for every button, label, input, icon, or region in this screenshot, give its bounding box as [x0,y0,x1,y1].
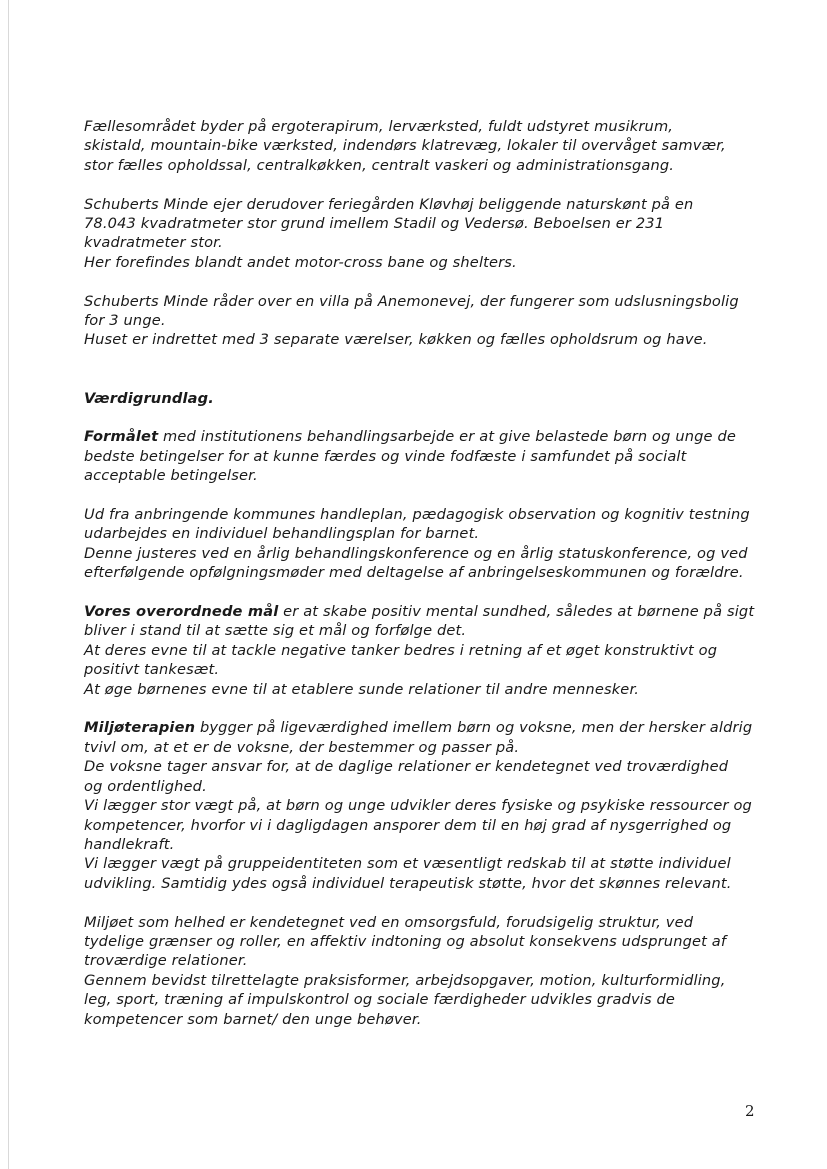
paragraph-holiday-farm [84,195,774,273]
text-line: Miljøet som helhed er kendetegnet ved en omsorgsfuld, forudsigelig struktur, ved [84,913,694,931]
text-line: kompetencer, hvorfor vi i dagligdagen ansporer dem til en høj grad af nysgerrighed og [84,816,732,834]
scan-edge-line [8,0,9,1169]
text-line [84,718,774,737]
paragraph-action-plan [84,505,774,583]
text-line: troværdige relationer. [84,952,248,970]
text-line: Her forefindes blandt andet motor-cross bane og shelters. [84,253,517,271]
text-line: og ordentlighed. [84,777,207,795]
text-line: At øge børnenes evne til at etablere sunde relationer til andre mennesker. [84,680,640,698]
text-line: efterfølgende opfølgningsmøder med deltagelse af anbringelseskommunen og forældre. [84,564,744,582]
text-fragment: med institutionens behandlingsarbejde er at give belastede børn og unge de [158,428,737,446]
text-line: bliver i stand til at sætte sig et mål og forfølge det. [84,622,467,640]
text-line [84,427,774,446]
paragraph-purpose [84,427,774,485]
bold-lead: Formålet [84,428,159,446]
text-line: tydelige grænser og roller, en affektiv indtoning og absolut konsekvens udsprunget af [84,932,727,950]
text-line: Fællesområdet byder på ergoterapirum, lerværksted, fuldt udstyret musikrum, [84,118,674,135]
text-line: Gennem bevidst tilrettelagte praksisformer, arbejdsopgaver, motion, kulturformidling, [84,971,726,989]
text-line [84,602,774,621]
text-line: for 3 unge. [84,312,166,330]
text-line: stor fælles opholdssal, centralkøkken, centralt vaskeri og administrationsgang. [84,156,675,174]
bold-lead: Vores overordnede mål [84,603,279,621]
text-line: kompetencer som barnet/ den unge behøver. [84,1010,422,1028]
text-line: Huset er indrettet med 3 separate værelser, køkken og fælles opholdsrum og have. [84,331,708,349]
document-body [84,117,774,1048]
paragraph-milieu-therapy [84,718,774,893]
text-line: Vi lægger stor vægt på, at børn og unge udvikler deres fysiske og psykiske ressourcer og [84,797,752,815]
section-spacer [84,369,774,388]
text-line: bedste betingelser for at kunne færdes og vinde fodfæste i samfundet på socialt [84,447,687,465]
text-line: skistald, mountain-bike værksted, indendørs klatrevæg, lokaler til overvåget samvær, [84,137,726,155]
text-line: 78.043 kvadratmeter stor grund imellem Stadil og Vedersø. Beboelsen er 231 [84,215,665,233]
text-line: Ud fra anbringende kommunes handleplan, pædagogisk observation og kognitiv testning [84,506,750,524]
text-fragment: bygger på ligeværdighed imellem børn og voksne, men der hersker aldrig [195,719,753,737]
paragraph-goals [84,602,774,699]
text-line: udarbejdes en individuel behandlingsplan for barnet. [84,525,480,543]
text-line: tvivl om, at et er de voksne, der bestemmer og passer på. [84,738,520,756]
text-line: Vi lægger vægt på gruppeidentiteten som et væsentligt redskab til at støtte individuel [84,855,731,873]
paragraph-villa [84,292,774,350]
text-line: acceptable betingelser. [84,467,258,485]
text-line: handlekraft. [84,835,175,853]
text-line: Denne justeres ved en årlig behandlingskonference og en årlig statuskonference, og ved [84,544,748,562]
text-line: leg, sport, træning af impulskontrol og sociale færdigheder udvikles gradvis de [84,991,676,1009]
paragraph-environment [84,913,774,1029]
bold-lead: Miljøterapien [84,719,196,737]
text-line: At deres evne til at tackle negative tanker bedres i retning af et øget konstruktivt og [84,641,718,659]
text-line: De voksne tager ansvar for, at de daglige relationer er kendetegnet ved troværdighed [84,758,729,776]
text-line: udvikling. Samtidig ydes også individuel terapeutisk støtte, hvor det skønnes relevant. [84,874,732,892]
text-line: kvadratmeter stor. [84,234,223,252]
page-number: 2 [745,1102,755,1120]
text-line: positivt tankesæt. [84,661,220,679]
paragraph-common-areas [84,117,774,175]
text-line: Schuberts Minde råder over en villa på Anemonevej, der fungerer som udslusningsbolig [84,292,739,310]
section-heading: Værdigrundlag. [84,389,214,407]
text-line: Schuberts Minde ejer derudover feriegården Kløvhøj beliggende naturskønt på en [84,195,694,213]
text-fragment: er at skabe positiv mental sundhed, således at børnene på sigt [278,603,755,621]
